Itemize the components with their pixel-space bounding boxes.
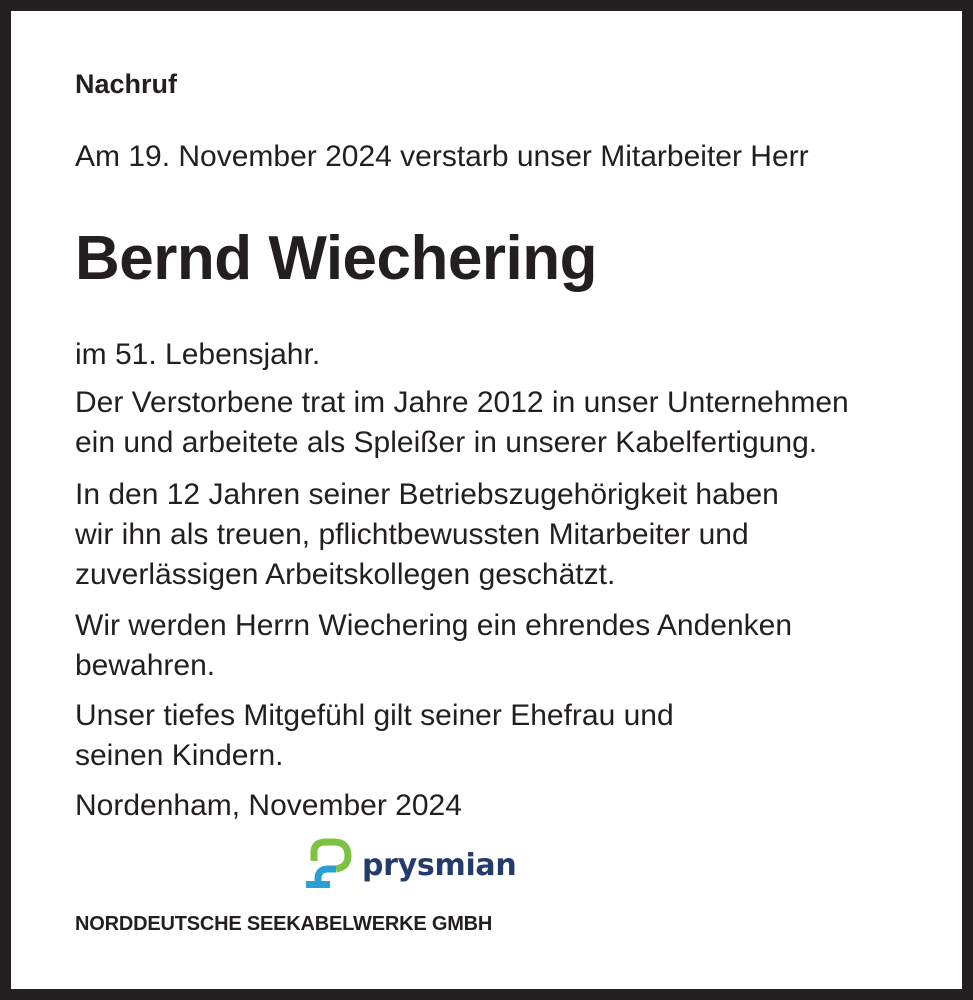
- paragraph-line: Unser tiefes Mitgefühl gilt seiner Ehefrau und: [75, 699, 674, 732]
- paragraph-line: seinen Kindern.: [75, 739, 284, 772]
- obituary-heading: Nachruf: [75, 69, 178, 99]
- memory-paragraph: [75, 606, 792, 686]
- paragraph-line: wir ihn als treuen, pflichtbewussten Mitarbeiter und: [75, 518, 749, 551]
- tenure-paragraph: [75, 475, 779, 595]
- age-line: im 51. Lebensjahr.: [75, 338, 321, 371]
- paragraph-line: bewahren.: [75, 649, 216, 682]
- paragraph-line: zuverlässigen Arbeitskollegen geschätzt.: [75, 558, 616, 591]
- place-date: Nordenham, November 2024: [75, 789, 462, 822]
- paragraph-line: ein und arbeitete als Spleißer in unserer Kabelfertigung.: [75, 426, 818, 459]
- employment-paragraph: [75, 383, 849, 463]
- paragraph-line: Der Verstorbene trat im Jahre 2012 in unser Unternehmen: [75, 386, 849, 419]
- paragraph-line: Wir werden Herrn Wiechering ein ehrendes Andenken: [75, 609, 793, 642]
- intro-line: Am 19. November 2024 verstarb unser Mitarbeiter Herr: [75, 140, 809, 173]
- logo-wordmark: prysmian: [362, 848, 517, 883]
- company-logo: [304, 837, 517, 893]
- company-name: NORDDEUTSCHE SEEKABELWERKE GMBH: [75, 913, 493, 935]
- deceased-name: Bernd Wiechering: [75, 224, 597, 293]
- prysmian-p-logo-icon: [304, 837, 356, 893]
- condolence-paragraph: [75, 696, 674, 776]
- paragraph-line: In den 12 Jahren seiner Betriebszugehörigkeit haben: [75, 478, 779, 511]
